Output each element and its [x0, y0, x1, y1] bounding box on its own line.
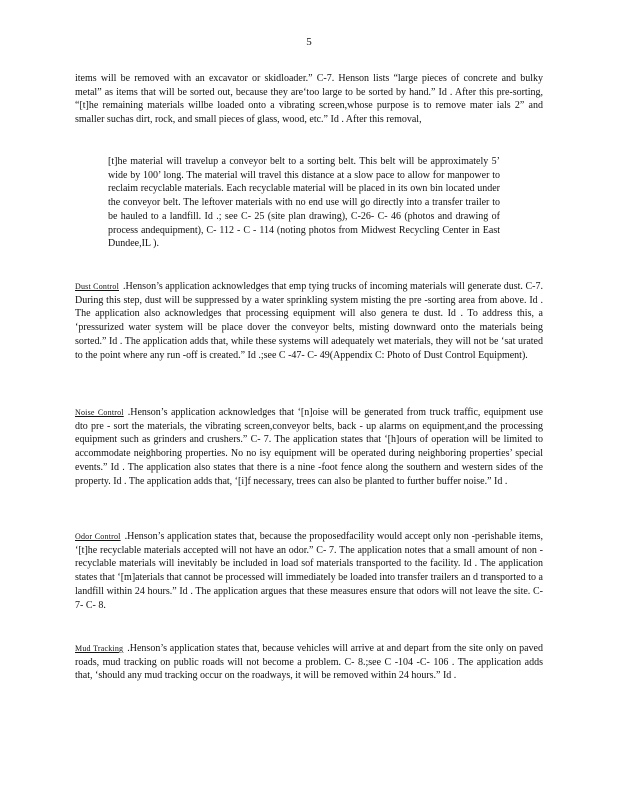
- paragraph-text: .Henson’s application states that, because vehicles will arrive at and depart from the site only on paved roads, mud tracking on public roads will not become a problem. C- 8.;see C -104 -C- 106 . The application adds that, ‘should any mud tracking occur on the roadways, it will be removed within 24 hours.” Id .: [75, 643, 543, 682]
- paragraph-dust-control: [75, 280, 543, 362]
- paragraph-text: [t]he material will travelup a conveyor belt to a sorting belt. This belt will be approximately 5’ wide by 100’ long. The material will travel this distance at a slow pace to allow for manpower to reclaim recyclable materials. Each recyclable material will be placed in its own bin located under the conveyor belt. The leftover materials with no end use will go directly into a transfer trailer to be hauled to a landfill. Id .; see C- 25 (site plan drawing), C-26- C- 46 (photos and drawing of process andequipment), C- 112 - C - 114 (noting photos from Midwest Recycling Center in East Dundee,IL ).: [108, 156, 500, 250]
- section-heading-odor-control: Odor Control: [75, 532, 121, 541]
- paragraph-text: .Henson’s application acknowledges that emp tying trucks of incoming materials will generate dust. C-7. During this step, dust will be suppressed by a water sprinkling system misting the pre -sorting area from above. Id . The application also acknowledges that processing equipment will also genera te dust. Id . To address this, a ‘pressurized water system will be place dover the conveyor belts, misting downward onto the materials being sorted.” Id . The application adds that, while these systems will adequately wet materials, they will not be ‘sat urated to the point where any run -off is created.” Id .;see C -47- C- 49(Appendix C: Photo of Dust Control Equipment).: [75, 281, 543, 361]
- paragraph-text: .Henson’s application states that, because the proposedfacility would accept only non -perishable items, ‘[t]he recyclable materials accepted will not have an odor.” C- 7. The application notes that a small amount of non -recyclable materials will inevitably be included in load sof materials transported to the facility. Id . The application states that ‘[m]aterials that cannot be processed will immediately be loaded into transfer trailers an d transported to a landfill within 24 hours.” Id . The application argues that these measures ensure that odors will not leave the site. C-7- C- 8.: [75, 531, 543, 611]
- paragraph-text: items will be removed with an excavator or skidloader.” C-7. Henson lists “large pieces of concrete and bulky metal” as items that will be sorted out, because they are‘too large to be sorted by hand.” Id . After this pre-sorting, “[t]he remaining materials willbe loaded onto a vibrating screen,whose purpose is to remove mater ials 2” and smaller suchas dirt, rock, and small pieces of glass, wood, etc.” Id . After this removal,: [75, 73, 543, 126]
- block-quote-conveyor: [108, 155, 500, 251]
- paragraph-odor-control: [75, 530, 543, 612]
- paragraph-sorting-process: [75, 72, 543, 127]
- section-heading-mud-tracking: Mud Tracking: [75, 644, 124, 653]
- section-heading-dust-control: Dust Control: [75, 282, 120, 291]
- paragraph-text: .Henson’s application acknowledges that ‘[n]oise will be generated from truck traffic, equipment use dto pre - sort the materials, the vibrating screen,conveyor belts, back - up alarms on equipment,and the processing equipment such as grinders and crushers.” C- 7. The application states that ‘[h]ours of operation will be limited to accommodate neighboring properties. No no isy equipment will be operated during neighboring properties’ special events.” Id . The application also states that there is a nine -foot fence along the southern and western sides of the property. Id . The application adds that, ‘[i]f necessary, trees can also be planted to further buffer noise.” Id .: [75, 407, 543, 487]
- section-heading-noise-control: Noise Control: [75, 408, 124, 417]
- paragraph-noise-control: [75, 406, 543, 488]
- paragraph-mud-tracking: [75, 642, 543, 683]
- page-number: 5: [306, 36, 312, 48]
